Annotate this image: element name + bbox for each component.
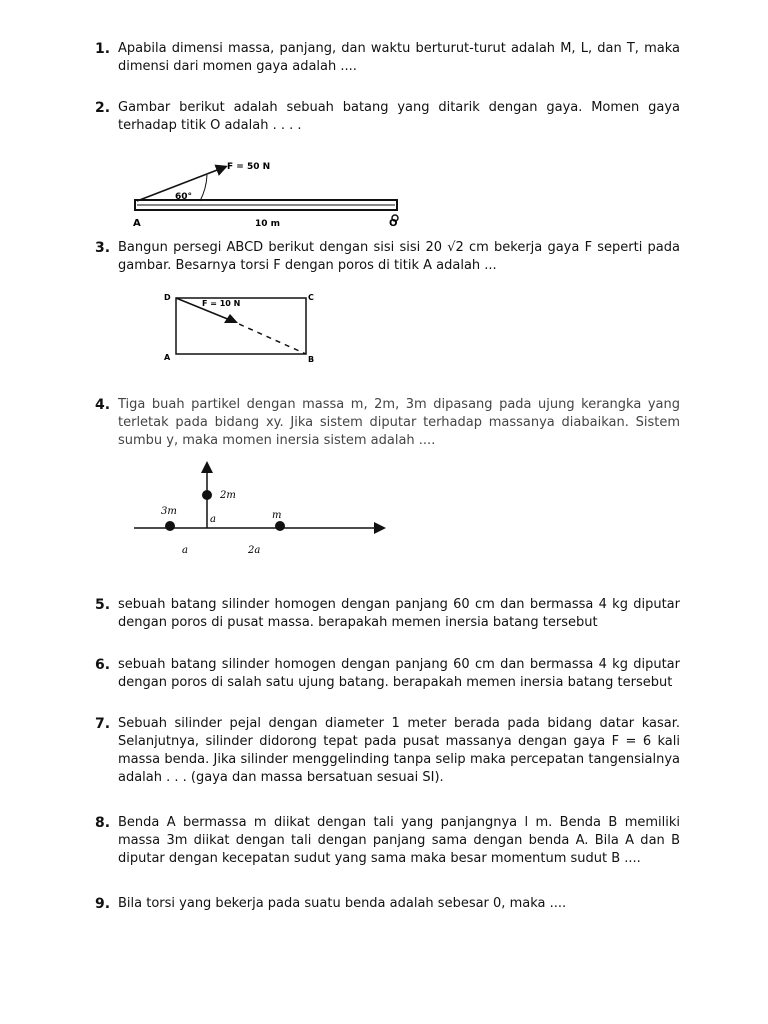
question-number: 7. [95, 716, 111, 732]
point-c-label: C [308, 293, 314, 302]
force-line [230, 320, 306, 354]
question-number: 9. [95, 896, 111, 912]
point-o-label: O [389, 218, 398, 229]
question-4 [95, 396, 680, 450]
question-9 [95, 895, 680, 913]
question-number: 6. [95, 657, 111, 673]
question-number: 2. [95, 100, 111, 116]
mass-3m [165, 521, 175, 531]
question-number: 5. [95, 597, 111, 613]
dist-left-label: a [182, 545, 188, 556]
question-7 [95, 715, 680, 787]
rectangle-abcd-figure [158, 290, 328, 370]
dist-right-label: 2a [248, 545, 261, 556]
question-text: sebuah batang silinder homogen dengan panjang 60 cm dan bermassa 4 kg diputar dengan poros di salah satu ujung batang. berapakah memen inersia batang tersebut [118, 657, 680, 690]
mass-2m-label: 2m [220, 490, 236, 501]
length-label: 10 m [255, 219, 281, 229]
question-text: Tiga buah partikel dengan massa m, 2m, 3m dipasang pada ujung kerangka yang terletak pada bidang xy. Jika sistem diputar terhadap massanya diabaikan. Sistem sumbu y, maka momen inersia sistem adalah .... [118, 397, 680, 448]
question-2 [95, 99, 680, 135]
force-label: F = 10 N [202, 299, 241, 308]
point-b-label: B [308, 355, 315, 364]
question-5 [95, 596, 680, 632]
point-a-label: A [133, 218, 141, 229]
force-label: F = 50 N [227, 162, 271, 172]
question-text: sebuah batang silinder homogen dengan panjang 60 cm dan bermassa 4 kg diputar dengan poros di pusat massa. berapakah memen inersia batang tersebut [118, 597, 680, 630]
question-text: Bila torsi yang bekerja pada suatu benda adalah sebesar 0, maka .... [118, 896, 567, 911]
question-8 [95, 814, 680, 868]
angle-arc [200, 175, 207, 201]
particle-system-figure [128, 456, 393, 566]
question-number: 4. [95, 397, 111, 413]
question-text: Gambar berikut adalah sebuah batang yang ditarik dengan gaya. Momen gaya terhadap titik O adalah . . . . [118, 100, 680, 133]
mass-2m [202, 490, 212, 500]
question-number: 3. [95, 240, 111, 256]
angle-label: 60° [175, 192, 193, 202]
question-number: 1. [95, 41, 111, 57]
point-a-label: A [164, 353, 171, 362]
mass-m-label: m [272, 510, 282, 521]
question-text: Sebuah silinder pejal dengan diameter 1 meter berada pada bidang datar kasar. Selanjutnya, silinder didorong tepat pada pusat massanya dengan gaya F = 6 kali massa benda. Jika silinder menggelinding tanpa selip maka percepatan tangensialnya adalah . . . (gaya dan massa bersatuan sesuai SI). [118, 716, 680, 785]
point-d-label: D [164, 293, 171, 302]
question-text: Bangun persegi ABCD berikut dengan sisi sisi 20 √2 cm bekerja gaya F seperti pada gambar. Besarnya torsi F dengan poros di titik A adalah ... [118, 240, 680, 273]
dist-up-label: a [210, 514, 216, 525]
question-text: Apabila dimensi massa, panjang, dan waktu berturut-turut adalah M, L, dan T, maka dimensi dari momen gaya adalah .... [118, 41, 680, 74]
question-3 [95, 239, 680, 275]
question-number: 8. [95, 815, 111, 831]
mass-3m-label: 3m [161, 506, 177, 517]
question-6 [95, 656, 680, 692]
rod-force-figure [125, 152, 410, 234]
question-text: Benda A bermassa m diikat dengan tali yang panjangnya l m. Benda B memiliki massa 3m diikat dengan tali dengan panjang sama dengan benda A. Bila A dan B diputar dengan kecepatan sudut yang sama maka besar momentum sudut B .... [118, 815, 680, 866]
question-1 [95, 40, 680, 76]
mass-m [275, 521, 285, 531]
